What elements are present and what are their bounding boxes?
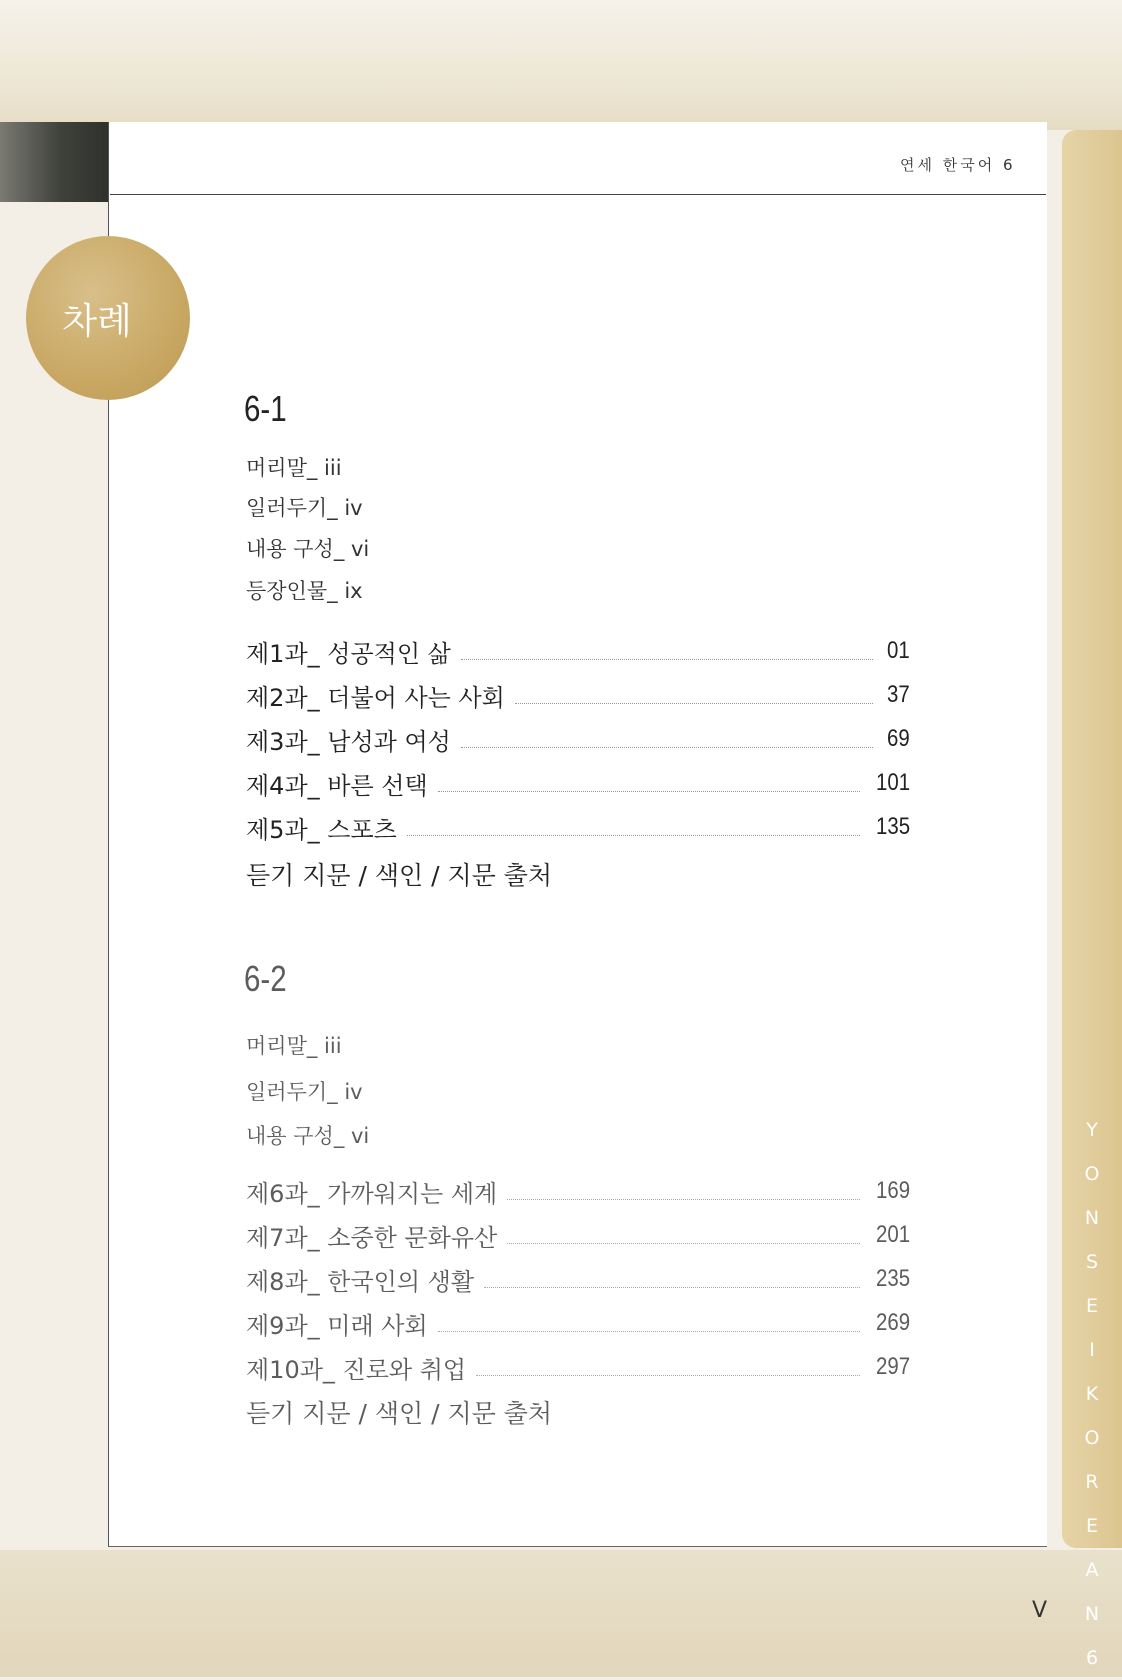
toc-entry (246, 634, 910, 668)
page-number: 135 (875, 813, 910, 840)
volume2-heading: 6-2 (244, 958, 287, 999)
toc-entry (246, 1218, 910, 1252)
running-head: 연세 한국어 6 (900, 156, 1016, 174)
front-matter-item: 내용 구성_ vi (246, 1124, 370, 1148)
chapter-title: 제8과_ 한국인의 생활 (246, 1267, 474, 1296)
page-number: 37 (887, 681, 910, 708)
toc-badge-label: 차례 (62, 300, 132, 342)
front-matter-item: 머리말_ iii (246, 1034, 342, 1058)
toc-entry (246, 678, 910, 712)
toc-entry (246, 1350, 910, 1384)
page-number: 101 (875, 769, 910, 796)
side-letter: E (1085, 1515, 1098, 1537)
page-number: 69 (887, 725, 910, 752)
front-matter-item: 일러두기_ iv (246, 496, 363, 520)
chapter-title: 제4과_ 바른 선택 (246, 771, 428, 800)
side-letter: A (1085, 1559, 1099, 1581)
header-dark-tab (0, 122, 110, 202)
appendix-entry: 듣기 지문 / 색인 / 지문 출처 (246, 1399, 553, 1428)
header-rule (110, 194, 1046, 195)
side-letter: R (1085, 1471, 1099, 1493)
front-matter-item: 머리말_ iii (246, 456, 342, 480)
page-number: 169 (875, 1177, 910, 1204)
page-number: 01 (887, 637, 910, 664)
chapter-title: 제2과_ 더불어 사는 사회 (246, 683, 505, 712)
side-letter: O (1084, 1163, 1100, 1185)
front-matter-item: 등장인물_ ix (246, 579, 363, 603)
page-number: 297 (875, 1353, 910, 1380)
page-number: 201 (875, 1221, 910, 1248)
toc-entry (246, 1306, 910, 1340)
page-number: 235 (875, 1265, 910, 1292)
dot-leader (484, 1287, 860, 1288)
appendix-entry: 듣기 지문 / 색인 / 지문 출처 (246, 861, 553, 890)
dot-leader (461, 659, 873, 660)
side-letter: O (1084, 1427, 1100, 1449)
side-letter: I (1089, 1339, 1095, 1361)
dot-leader (515, 703, 873, 704)
chapter-title: 제6과_ 가까워지는 세계 (246, 1179, 498, 1208)
dot-leader (507, 1199, 860, 1200)
front-matter-item: 내용 구성_ vi (246, 537, 370, 561)
chapter-title: 제5과_ 스포츠 (246, 815, 397, 844)
side-letter: E (1085, 1295, 1098, 1317)
chapter-title: 제1과_ 성공적인 삶 (246, 639, 451, 668)
chapter-title: 제3과_ 남성과 여성 (246, 727, 451, 756)
toc-entry (246, 766, 910, 800)
chapter-title: 제9과_ 미래 사회 (246, 1311, 428, 1340)
side-letter: 6 (1085, 1647, 1099, 1669)
side-letter: S (1085, 1251, 1099, 1273)
volume1-heading: 6-1 (244, 388, 287, 429)
dot-leader (438, 791, 860, 792)
toc-entry (246, 810, 910, 844)
dot-leader (476, 1375, 860, 1376)
dot-leader (507, 1243, 860, 1244)
toc-entry (246, 1174, 910, 1208)
chapter-title: 제7과_ 소중한 문화유산 (246, 1223, 498, 1252)
dot-leader (461, 747, 873, 748)
page-top-margin (0, 0, 1122, 130)
page-number: 269 (875, 1309, 910, 1336)
toc-entry (246, 722, 910, 756)
side-letter: K (1085, 1383, 1099, 1405)
chapter-title: 제10과_ 진로와 취업 (246, 1355, 467, 1384)
page-bottom-margin (0, 1550, 1122, 1677)
side-letter: Y (1086, 1119, 1098, 1141)
dot-leader (407, 835, 860, 836)
side-letter: N (1084, 1603, 1100, 1625)
page-folio: V (1032, 1598, 1048, 1623)
side-tab-text (1062, 1108, 1122, 1680)
front-matter-item: 일러두기_ iv (246, 1080, 363, 1104)
side-letter: N (1084, 1207, 1100, 1229)
toc-entry (246, 1262, 910, 1296)
dot-leader (438, 1331, 860, 1332)
